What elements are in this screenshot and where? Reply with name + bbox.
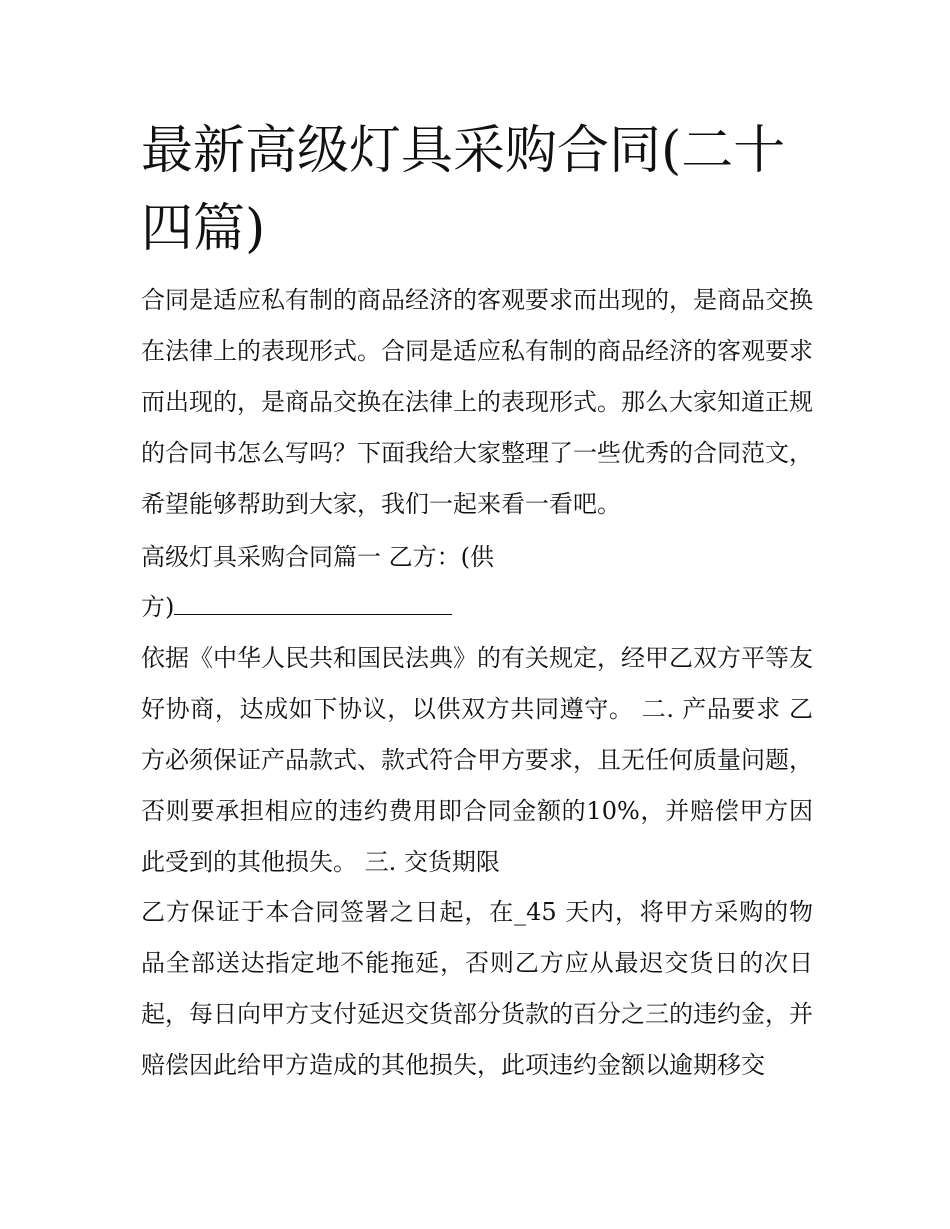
supplier-line (141, 582, 813, 633)
document-title: 最新高级灯具采购合同(二十四篇) (141, 121, 786, 259)
supplier-label: 方) (141, 593, 175, 621)
intro-paragraph: 合同是适应私有制的商品经济的客观要求而出现的，是商品交换在法律上的表现形式。合同是适应私有制的商品经济的客观要求而出现的，是商品交换在法律上的表现形式。那么大家知道正规的合同书怎么写吗？下面我给大家整理了一些优秀的合同范文，希望能够帮助到大家，我们一起来看一看吧。 (141, 286, 813, 518)
delivery-paragraph: 乙方保证于本合同签署之日起，在_45 天内，将甲方采购的物品全部送达指定地不能拖延，否则乙方应从最迟交货日的次日起，每日向甲方支付延迟交货部分货款的百分之三的违约金，并赔偿因此给甲方造成的其他损失，此项违约金额以逾期移交 (141, 898, 813, 1079)
supplier-blank-line (174, 594, 452, 615)
agreement-paragraph: 依据《中华人民共和国民法典》的有关规定，经甲乙双方平等友好协商，达成如下协议，以供双方共同遵守。 二. 产品要求 乙方必须保证产品款式、款式符合甲方要求，且无任何质量问题，否则要承担相应的违约费用即合同金额的10%，并赔偿甲方因此受到的其他损失。 三. 交货期限 (141, 644, 813, 876)
section-heading: 高级灯具采购合同篇一 乙方：(供 (141, 543, 494, 571)
